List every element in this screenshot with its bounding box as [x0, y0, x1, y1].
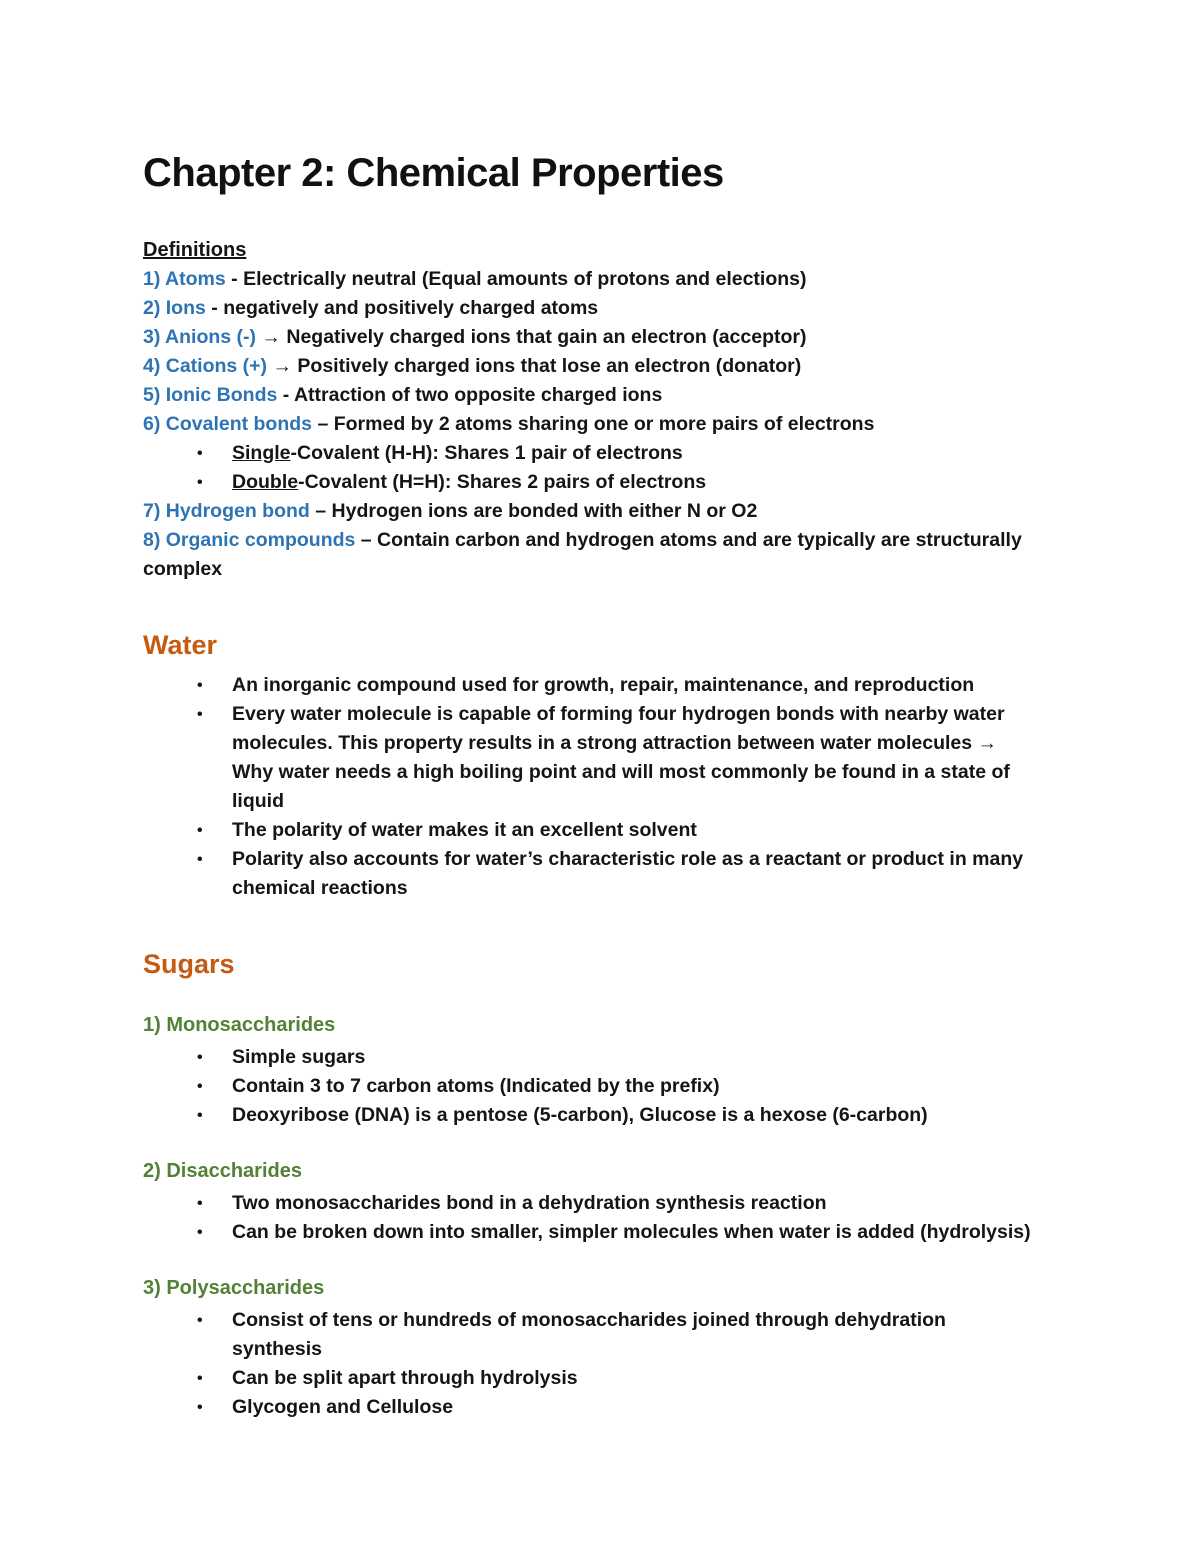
bullet-icon: • [197, 677, 203, 694]
definition-text: Negatively charged ions that gain an electron (acceptor) [286, 326, 807, 348]
separator: – [312, 413, 334, 435]
subsection-heading: 1) Monosaccharides [143, 1014, 336, 1036]
bullet-icon: • [197, 851, 203, 868]
bullet-text: An inorganic compound used for growth, repair, maintenance, and reproduction [232, 674, 975, 696]
arrow-separator: → [267, 355, 298, 377]
bullet-icon: • [197, 1195, 203, 1212]
separator: - [277, 384, 294, 406]
bullet-icon: • [197, 445, 203, 462]
list-item [143, 1043, 1053, 1072]
bullet-text: Every water molecule is capable of forming four hydrogen bonds with nearby water molecules. This property results in a strong attraction between water molecules → Why water needs a high boiling point and will most commonly be found in a state of liquid [232, 703, 1010, 812]
bullet-text: The polarity of water makes it an excellent solvent [232, 819, 697, 841]
definition-text: Attraction of two opposite charged ions [293, 384, 663, 406]
definition-text: Contain carbon and hydrogen atoms and are typically are structurally complex [143, 529, 1022, 580]
definition-text: negatively and positively charged atoms [223, 297, 599, 319]
bullet-icon: • [197, 1370, 203, 1387]
term-label: 4) Cations (+) [143, 355, 268, 377]
definition-text: Formed by 2 atoms sharing one or more pairs of electrons [333, 413, 875, 435]
term-label: 6) Covalent bonds [143, 413, 313, 435]
definition-text: Hydrogen ions are bonded with either N or O2 [331, 500, 758, 522]
bullet-icon: • [197, 474, 203, 491]
underlined-word: Single [232, 442, 291, 464]
list-item [143, 700, 1053, 816]
bullet-icon: • [197, 822, 203, 839]
definition-text: Electrically neutral (Equal amounts of protons and elections) [243, 268, 807, 290]
water-section-heading: Water [143, 630, 218, 660]
separator: - [205, 297, 224, 319]
subsection-heading: 3) Polysaccharides [143, 1277, 325, 1299]
term-label: 7) Hydrogen bond [143, 500, 310, 522]
definition-item [143, 526, 1053, 584]
separator: - [225, 268, 244, 290]
subsection-monosaccharides [143, 1012, 1053, 1130]
definition-text: Positively charged ions that lose an electron (donator) [297, 355, 802, 377]
bullet-icon: • [197, 1078, 203, 1095]
definition-item [143, 323, 1053, 352]
definition-item [143, 497, 1053, 526]
definition-item [143, 381, 1053, 410]
bullet-icon: • [197, 706, 203, 723]
list-item [143, 845, 1053, 903]
bullet-text: Deoxyribose (DNA) is a pentose (5-carbon), Glucose is a hexose (6-carbon) [232, 1104, 928, 1126]
bullet-text [232, 468, 706, 497]
water-section [143, 629, 1053, 903]
term-label: 8) Organic compounds [143, 529, 356, 551]
bullet-text: Can be broken down into smaller, simpler molecules when water is added (hydrolysis) [232, 1221, 1031, 1243]
list-item [143, 1189, 1053, 1218]
definition-item [143, 352, 1053, 381]
subsection-disaccharides [143, 1158, 1053, 1247]
bullet-text: Polarity also accounts for water’s characteristic role as a reactant or product in many chemical reactions [232, 848, 1024, 899]
list-item [143, 671, 1053, 700]
term-label: 2) Ions [143, 297, 206, 319]
page-title: Chapter 2: Chemical Properties [143, 151, 724, 195]
sub-bullet-item [143, 468, 1053, 497]
separator: – [309, 500, 332, 522]
list-item [143, 1364, 1053, 1393]
underlined-word: Double [232, 471, 299, 493]
bullet-text-rest: -Covalent (H=H): Shares 2 pairs of electrons [298, 471, 707, 493]
arrow-separator: → [256, 326, 287, 348]
list-item [143, 1072, 1053, 1101]
definitions-heading: Definitions [143, 239, 247, 261]
term-label: 5) Ionic Bonds [143, 384, 278, 406]
sugars-section [143, 948, 1053, 1422]
definitions-section [143, 236, 1053, 584]
bullet-text: Glycogen and Cellulose [232, 1396, 454, 1418]
sub-bullet-item [143, 439, 1053, 468]
bullet-text-rest: -Covalent (H-H): Shares 1 pair of electrons [290, 442, 683, 464]
subsection-polysaccharides [143, 1275, 1053, 1422]
bullet-icon: • [197, 1107, 203, 1124]
subsection-heading: 2) Disaccharides [143, 1160, 302, 1182]
definition-item [143, 410, 1053, 439]
bullet-text: Simple sugars [232, 1046, 366, 1068]
bullet-icon: • [197, 1312, 203, 1329]
list-item [143, 1218, 1053, 1247]
bullet-icon: • [197, 1399, 203, 1416]
bullet-icon: • [197, 1224, 203, 1241]
definition-item [143, 265, 1053, 294]
list-item [143, 1306, 1053, 1364]
bullet-text: Two monosaccharides bond in a dehydration synthesis reaction [232, 1192, 827, 1214]
bullet-icon: • [197, 1049, 203, 1066]
list-item [143, 1101, 1053, 1130]
list-item [143, 1393, 1053, 1422]
sugars-section-heading: Sugars [143, 949, 235, 979]
bullet-text: Contain 3 to 7 carbon atoms (Indicated by the prefix) [232, 1075, 720, 1097]
bullet-text: Consist of tens or hundreds of monosaccharides joined through dehydration synthesis [232, 1309, 946, 1360]
term-label: 3) Anions (-) [143, 326, 257, 348]
definition-item [143, 294, 1053, 323]
separator: – [355, 529, 378, 551]
bullet-text: Can be split apart through hydrolysis [232, 1367, 578, 1389]
list-item [143, 816, 1053, 845]
term-label: 1) Atoms [143, 268, 226, 290]
bullet-text [232, 439, 683, 468]
